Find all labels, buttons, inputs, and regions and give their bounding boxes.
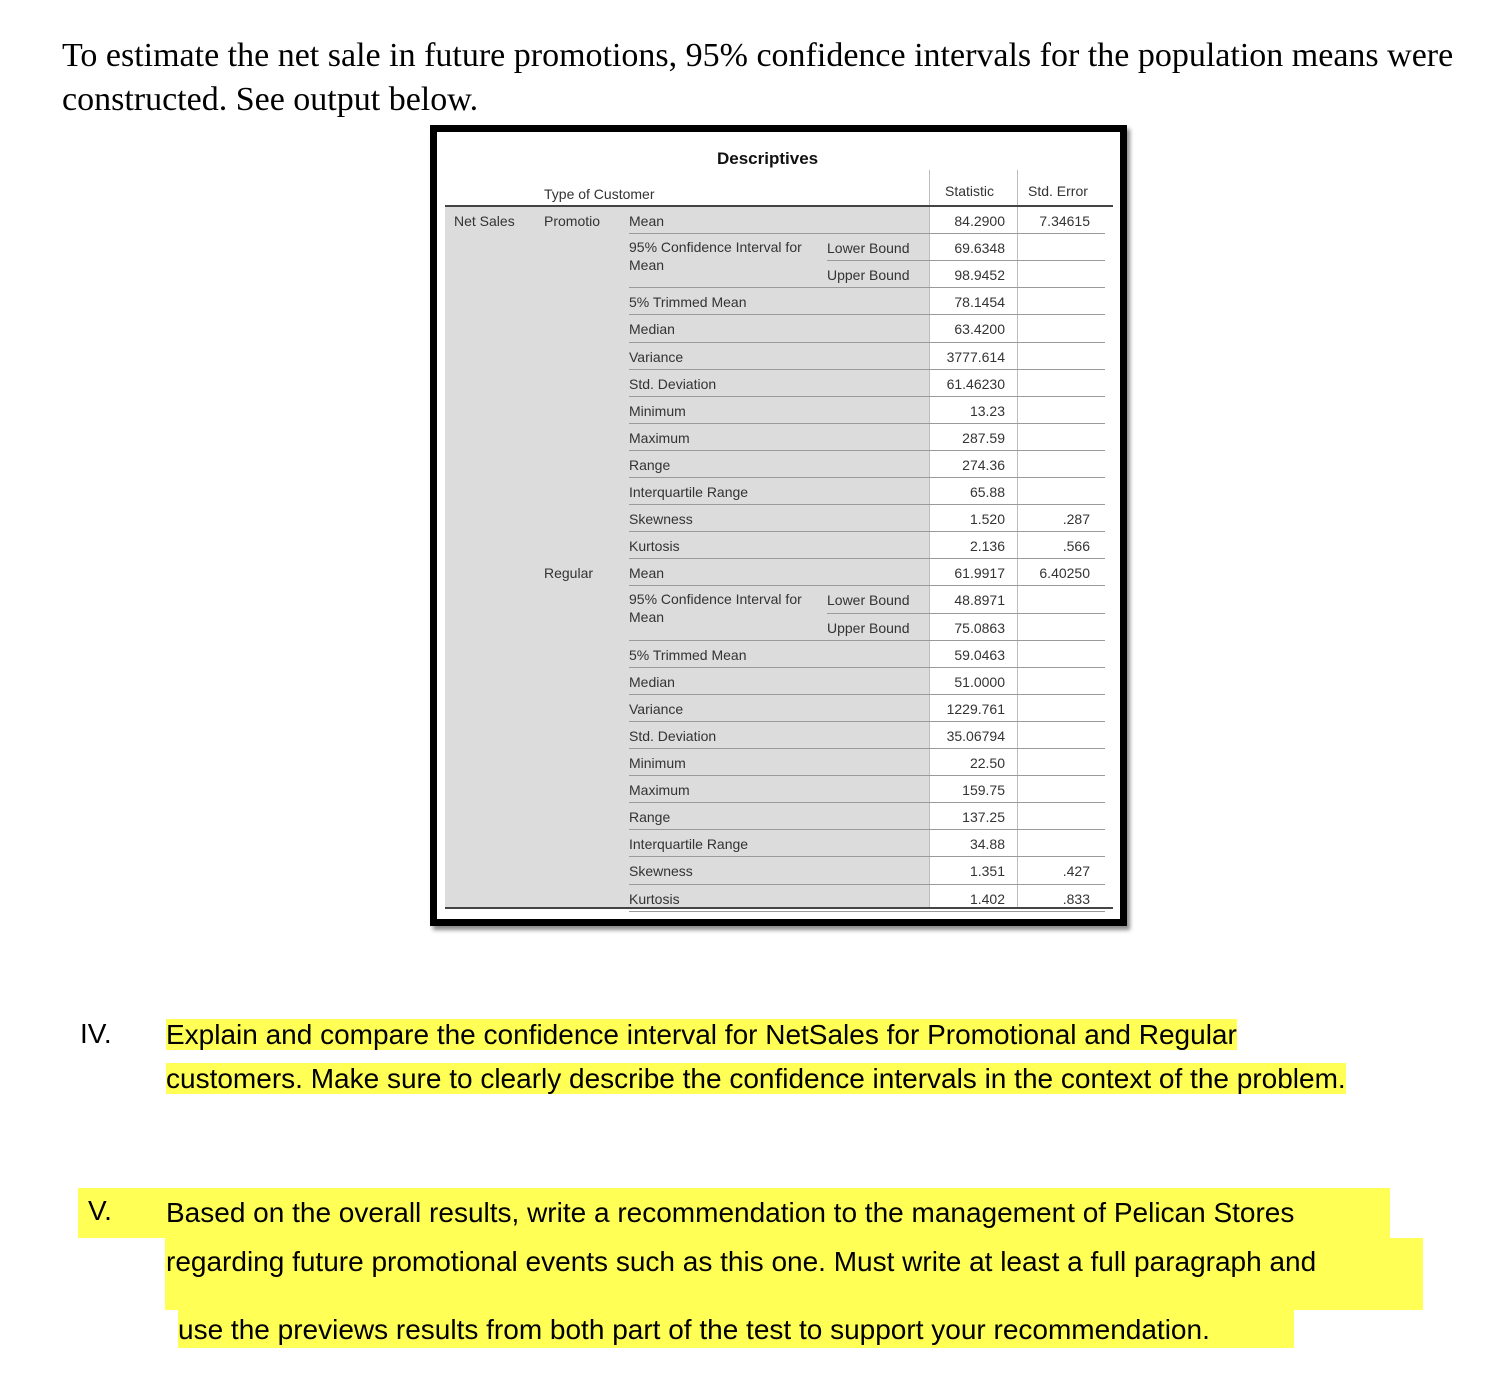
std-error-value: .287: [1062, 511, 1090, 528]
descriptives-table: [430, 125, 1127, 926]
statistic-label: 5% Trimmed Mean: [629, 646, 747, 663]
customer-group-label: Regular: [544, 565, 594, 582]
statistic-label: Kurtosis: [629, 538, 680, 555]
variable-label: Net Sales: [454, 213, 515, 229]
row-divider: [629, 396, 1105, 397]
statistic-value: 59.0463: [954, 646, 1005, 663]
row-divider: [629, 640, 1105, 641]
row-divider: [629, 911, 1105, 912]
statistic-value: 1.402: [969, 890, 1005, 907]
row-divider: [629, 477, 1105, 478]
intro-paragraph: To estimate the net sale in future promotions, 95% confidence intervals for the population means were constructed. See output below.: [62, 37, 1454, 118]
row-divider: [629, 585, 1105, 586]
statistic-label: Skewness: [629, 863, 693, 880]
std-error-value: .427: [1062, 863, 1090, 880]
question-line: Based on the overall results, write a recommendation to the management of Pelican Stores: [166, 1197, 1295, 1228]
type-of-customer-header: Type of Customer: [544, 186, 655, 202]
statistic-value: 22.50: [969, 755, 1005, 771]
std-error-value: .566: [1062, 538, 1090, 555]
statistic-value: 75.0863: [954, 619, 1005, 636]
statistic-label: Range: [629, 456, 671, 473]
statistic-value: 98.9452: [954, 267, 1005, 284]
question-text: [166, 1057, 1346, 1101]
question-line: regarding future promotional events such as this one. Must write at least a full paragraph and: [166, 1246, 1317, 1277]
statistic-value: 61.46230: [946, 375, 1005, 392]
statistic-label: 95% Confidence Interval for Mean: [629, 591, 802, 626]
statistic-value: 13.23: [969, 402, 1005, 419]
statistic-label: Variance: [629, 700, 684, 717]
row-divider: [629, 558, 1105, 559]
row-divider: [629, 287, 1105, 288]
statistic-header: Statistic: [945, 183, 995, 199]
row-divider: [629, 721, 1105, 722]
statistic-label: Minimum: [629, 402, 686, 419]
table-bottom-rule: [445, 907, 1113, 909]
statistic-label: Mean: [629, 565, 665, 582]
customer-group-label: Promotio: [544, 213, 601, 229]
statistic-label: Maximum: [629, 782, 690, 799]
row-divider: [629, 856, 1105, 857]
statistic-label: Interquartile Range: [629, 836, 749, 853]
statistic-label: Std. Deviation: [629, 727, 717, 744]
row-divider: [629, 314, 1105, 315]
statistic-value: 274.36: [962, 456, 1005, 473]
row-divider: [629, 667, 1105, 668]
row-divider: [629, 504, 1105, 505]
row-divider: [629, 884, 1105, 885]
statistic-label: Skewness: [629, 511, 693, 528]
question-line: use the previews results from both part of the test to support your recommendation.: [178, 1314, 1210, 1345]
statistic-label: Median: [629, 673, 675, 690]
row-divider: [629, 829, 1105, 830]
statistic-value: 34.88: [969, 836, 1005, 853]
bound-label: Upper Bound: [827, 267, 910, 284]
std-error-value: 7.34615: [1039, 213, 1090, 229]
statistic-value: 84.2900: [954, 213, 1005, 229]
statistic-label: Range: [629, 809, 671, 826]
row-divider: [629, 748, 1105, 749]
row-divider: [629, 369, 1105, 370]
statistic-value: 61.9917: [954, 565, 1005, 582]
statistic-value: 3777.614: [946, 348, 1005, 365]
row-divider: [629, 802, 1105, 803]
question-text: [166, 1013, 1237, 1057]
question-line: customers. Make sure to clearly describe the confidence intervals in the context of the problem.: [166, 1063, 1346, 1094]
header-rule: [445, 205, 1113, 207]
statistic-value: 1.351: [969, 863, 1005, 880]
statistic-value: 287.59: [962, 429, 1005, 446]
statistic-value: 63.4200: [954, 321, 1005, 338]
statistic-label: Kurtosis: [629, 890, 680, 907]
statistic-label: 5% Trimmed Mean: [629, 294, 747, 311]
statistic-value: 69.6348: [954, 240, 1005, 257]
row-divider: [629, 423, 1105, 424]
row-divider: [827, 260, 1105, 261]
bound-label: Upper Bound: [827, 619, 910, 636]
statistic-value: 78.1454: [954, 294, 1005, 311]
statistic-value: 35.06794: [946, 727, 1005, 744]
std-error-value: .833: [1062, 890, 1090, 907]
question-line: Explain and compare the confidence interval for NetSales for Promotional and Regular: [166, 1019, 1237, 1050]
bound-label: Lower Bound: [827, 592, 910, 609]
statistic-value: 1229.761: [946, 700, 1005, 717]
statistic-label: Maximum: [629, 429, 690, 446]
row-divider: [629, 342, 1105, 343]
statistic-label: Std. Deviation: [629, 375, 717, 392]
std-error-header: Std. Error: [1028, 183, 1088, 199]
statistic-label: Minimum: [629, 755, 686, 771]
question-number: IV.: [80, 1018, 112, 1049]
statistic-value: 137.25: [962, 809, 1005, 826]
statistic-value: 1.520: [969, 511, 1005, 528]
statistic-label: Mean: [629, 213, 665, 229]
statistic-label: Median: [629, 321, 675, 338]
statistic-label: Interquartile Range: [629, 484, 749, 500]
statistic-label: 95% Confidence Interval for Mean: [629, 239, 802, 274]
question-number: V.: [88, 1195, 112, 1226]
statistic-value: 48.8971: [954, 592, 1005, 609]
statistic-value: 2.136: [969, 538, 1005, 555]
bound-label: Lower Bound: [827, 240, 910, 257]
statistic-value: 51.0000: [954, 673, 1005, 690]
row-divider: [629, 694, 1105, 695]
statistic-value: 159.75: [962, 782, 1005, 799]
row-divider: [629, 775, 1105, 776]
std-error-value: 6.40250: [1039, 565, 1090, 582]
statistic-label: Variance: [629, 348, 684, 365]
statistic-value: 65.88: [969, 484, 1005, 500]
row-divider: [629, 531, 1105, 532]
row-divider: [629, 233, 1105, 234]
row-divider: [827, 613, 1105, 614]
table-title: Descriptives: [717, 149, 819, 168]
row-divider: [629, 450, 1105, 451]
